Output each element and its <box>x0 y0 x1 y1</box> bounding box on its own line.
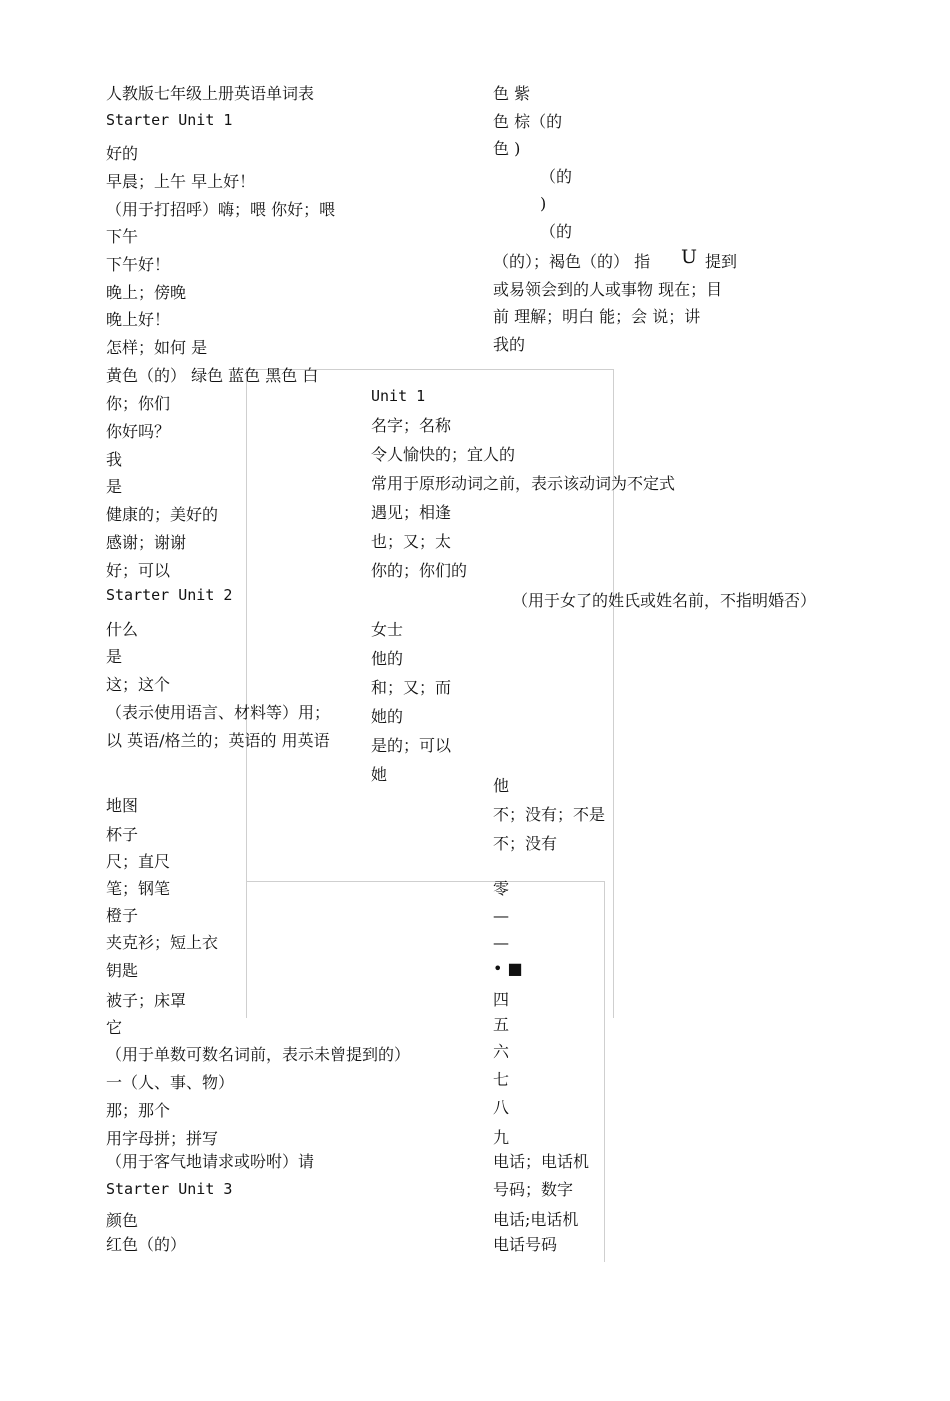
unit1-line: （用于女了的姓氏或姓名前，不指明婚否） <box>512 591 817 610</box>
right-top-line: （的）；褐色（的） 指 <box>493 252 651 271</box>
unit1-line: 不；没有 <box>493 834 558 853</box>
left-column-line: Starter Unit 1 <box>106 111 233 129</box>
left-column-line: 晚上；傍晚 <box>106 283 187 302</box>
unit1-line: 她的 <box>371 707 404 726</box>
left-column-line: 早晨；上午 早上好！ <box>106 172 256 191</box>
unit1-line: 他的 <box>371 649 404 668</box>
unit1-line: Unit 1 <box>371 387 426 405</box>
right-top-line: 色 紫 <box>493 84 531 103</box>
right-top-line: 我的 <box>493 335 526 354</box>
unit1-line: 女士 <box>371 620 404 639</box>
right-bottom-line: 电话；电话机 <box>493 1152 590 1171</box>
right-bottom-line: 电话号码 <box>493 1235 558 1254</box>
unit1-line: 也；又；太 <box>371 532 452 551</box>
right-bottom-line: 四 <box>493 990 510 1009</box>
left-column-line: 红色（的） <box>106 1235 187 1254</box>
right-bottom-line: 零 <box>493 879 510 898</box>
unit1-line: 和；又；而 <box>371 678 452 697</box>
left-column-line: 晚上好！ <box>106 310 171 329</box>
left-column-line: 地图 <box>106 796 139 815</box>
right-top-line: 色 棕（的 <box>493 112 563 131</box>
left-column-line: 好；可以 <box>106 561 171 580</box>
frame-box-numbers <box>246 881 605 1262</box>
left-column-line: 它 <box>106 1018 123 1037</box>
unit1-line: 名字；名称 <box>371 416 452 435</box>
left-column-line: 颜色 <box>106 1211 139 1230</box>
left-column-line: Starter Unit 3 <box>106 1180 233 1198</box>
right-bottom-line: 七 <box>493 1070 510 1089</box>
right-top-line: 色 ) <box>493 139 521 158</box>
right-top-line: U <box>681 246 698 268</box>
unit1-line: 遇见；相逢 <box>371 503 452 522</box>
left-column-line: 用字母拼；拼写 <box>106 1129 219 1148</box>
left-column-line: 健康的；美好的 <box>106 505 219 524</box>
left-column-line: 尺；直尺 <box>106 852 171 871</box>
right-top-line: 前 理解；明白 能；会 说；讲 <box>493 307 701 326</box>
unit1-line: 他 <box>493 776 510 795</box>
left-column-line: （用于客气地请求或吩咐）请 <box>106 1152 315 1171</box>
left-column-line: （用于打招呼）嗨；喂 你好；喂 <box>106 200 336 219</box>
left-column-line: 以 英语/格兰的；英语的 用英语 <box>106 731 330 750</box>
right-bottom-line: 五 <box>493 1015 510 1034</box>
left-column-line: （表示使用语言、材料等）用； <box>106 703 331 722</box>
unit1-line: 令人愉快的；宜人的 <box>371 445 516 464</box>
right-top-line: （的 <box>540 222 573 241</box>
right-bottom-line: 电话;电话机 <box>493 1210 579 1229</box>
right-bottom-line: 九 <box>493 1128 510 1147</box>
left-column-line: 下午好！ <box>106 255 171 274</box>
right-bottom-line: 八 <box>493 1098 510 1117</box>
right-top-line: 提到 <box>705 252 738 271</box>
left-column-line: 是 <box>106 477 123 496</box>
right-top-line: 或易领会到的人或事物 现在；目 <box>493 280 723 299</box>
left-column-line: 笔；钢笔 <box>106 879 171 898</box>
unit1-line: 不；没有；不是 <box>493 805 606 824</box>
left-column-line: Starter Unit 2 <box>106 586 233 604</box>
left-column-line: 你；你们 <box>106 394 171 413</box>
left-column-line: （用于单数可数名词前，表示未曾提到的） <box>106 1045 411 1064</box>
left-column-line: 是 <box>106 647 123 666</box>
right-top-line: （的 <box>540 167 573 186</box>
left-column-line: 橙子 <box>106 906 139 925</box>
left-column-line: 什么 <box>106 620 139 639</box>
unit1-line: 她 <box>371 765 388 784</box>
left-column-line: 一（人、事、物） <box>106 1073 235 1092</box>
left-column-line: 杯子 <box>106 825 139 844</box>
left-column-line: 感谢；谢谢 <box>106 533 187 552</box>
left-column-line: 怎样；如何 是 <box>106 338 208 357</box>
unit1-line: 常用于原形动词之前，表示该动词为不定式 <box>371 474 676 493</box>
left-column-line: 你好吗？ <box>106 422 171 441</box>
left-column-line: 人教版七年级上册英语单词表 <box>106 84 315 103</box>
left-column-line: 黄色（的） 绿色 蓝色 黑色 白 <box>106 366 319 385</box>
right-bottom-line: — <box>493 933 509 952</box>
left-column-line: 被子；床罩 <box>106 991 187 1010</box>
right-bottom-line: 六 <box>493 1042 510 1061</box>
right-bottom-line: • ■ <box>493 959 523 978</box>
left-column-line: 这；这个 <box>106 675 171 694</box>
right-bottom-line: — <box>493 906 509 925</box>
unit1-line: 你的；你们的 <box>371 561 468 580</box>
right-top-line: ) <box>540 194 547 213</box>
left-column-line: 钥匙 <box>106 961 139 980</box>
unit1-line: 是的；可以 <box>371 736 452 755</box>
left-column-line: 夹克衫；短上衣 <box>106 933 219 952</box>
left-column-line: 好的 <box>106 144 139 163</box>
right-bottom-line: 号码；数字 <box>493 1180 574 1199</box>
left-column-line: 我 <box>106 450 123 469</box>
left-column-line: 那；那个 <box>106 1101 171 1120</box>
left-column-line: 下午 <box>106 227 139 246</box>
